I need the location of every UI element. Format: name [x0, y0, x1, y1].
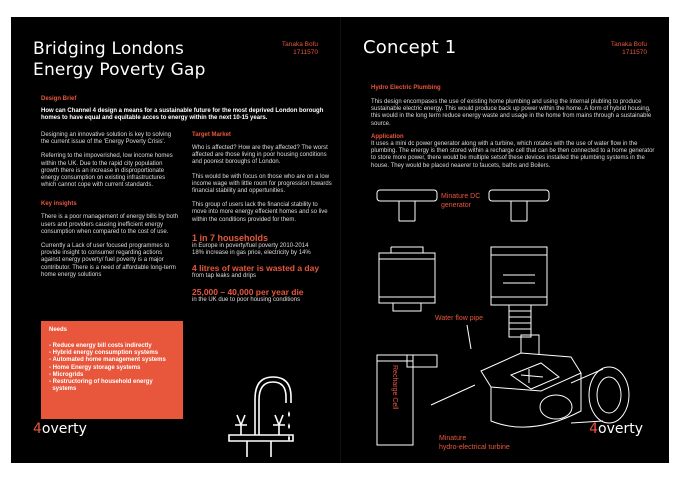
key-insights-paragraph-2: Currently a Lack of user focused programmes to provide insight to consumer regarding actions against energy poverty/ fuel poverty is a major contributor. There is a need of affordable long-term home energy solutions [41, 243, 176, 278]
faucet-illustration [211, 367, 321, 459]
needs-box [41, 321, 183, 419]
concept-heading: Hydro Electric Plumbing [371, 85, 441, 91]
intro-paragraph-2: Referring to the impoverished, low income homes within the UK. Due to the rapid city population growth there is an increase in disproportionate energy consumption on existing infrastructures which cannot cope with current standards. [41, 153, 173, 189]
left-column [41, 132, 181, 279]
hydro-plumbing-drawing [371, 185, 661, 455]
right-page [340, 17, 669, 463]
author-block [282, 41, 318, 57]
stat-deaths: 25,000 – 40,000 per year die [192, 287, 304, 298]
author-id: 1711570 [293, 49, 318, 56]
needs-item: systems [49, 386, 77, 393]
stat-households: 1 in 7 households [192, 232, 269, 243]
author-id: 1711570 [622, 49, 647, 56]
target-market-heading: Target Market [192, 132, 231, 138]
needs-list [49, 343, 175, 393]
stat-households-detail-1: in Europe in poverty/fuel poverty 2010-2014 [192, 242, 309, 249]
needs-item: - Restructoring of household energy [49, 379, 153, 386]
design-brief-heading: Design Brief [41, 96, 77, 102]
author-name: Tanaka Bofu [281, 41, 318, 48]
label-turbine-line2: hydro-electrical turbine [439, 444, 510, 451]
label-generator-line2: generator [441, 202, 471, 209]
stat-water-waste: 4 litres of water is wasted a day [192, 263, 320, 274]
application-heading: Application [371, 134, 404, 140]
application-text: It uses a mini dc power generator along with a turbine, which rotates with the use of water flow in the plumbing. The energy is then stored within a recharge cell that can be then connected to a home generator to store more power, there would be multiple setsof these devices installed the plumbing systems in the house. They would be placed neaerer to faucets, baths and Boilers. [371, 141, 655, 169]
key-insights-heading: Key insights [41, 201, 77, 208]
stat-deaths-detail: in the UK due to poor housing conditions [192, 297, 301, 304]
left-logo [33, 421, 87, 437]
target-paragraph-3: This group of users lack the financial stability to move into more energy effecient homes and so live within the conditions provided for them. [192, 202, 328, 223]
right-logo [589, 421, 643, 437]
target-paragraph-2: This would be with focus on those who are on a low income wage with little room for progression towards financial stability and oppertunities. [192, 173, 332, 195]
channel4-icon: 4 [33, 421, 42, 437]
title-line-1: Bridging Londons [33, 39, 185, 59]
label-recharge-cell: Recharge Cell [391, 365, 398, 410]
needs-item: - Hybrid energy consumption systems [49, 350, 159, 357]
right-column [192, 132, 332, 305]
stat-water-waste-detail: from tap leaks and drips [192, 273, 257, 280]
needs-item: - Microgrids [49, 371, 84, 378]
label-water-pipe: Water flow pipe [435, 315, 483, 322]
brochure-spread [11, 17, 669, 463]
logo-text: overty [598, 421, 643, 437]
title-line-2: Energy Poverty Gap [33, 60, 206, 80]
target-paragraph-1: Who is affected? How are they affected? The worst affected are those living in poor housing conditions and poorest boroughs of London. [192, 145, 328, 166]
intro-paragraph-1: Designing an innovative solution is key to solving the current issue of the 'Energy Poverty Crisis'. [41, 132, 172, 146]
label-turbine-line1: Minature [439, 435, 467, 442]
channel4-icon: 4 [589, 421, 598, 437]
logo-text: overty [41, 421, 87, 437]
needs-heading: Needs [49, 327, 68, 333]
stat-households-detail-2: 18% increase in gas price, electricity by 14% [192, 250, 311, 257]
concept-text: This design encompases the use of existing home plumbing and using the internal plubling to produce sustainable electric energy. This would produce back up power within the home. A form of hybrid housing, this would in the long term reduce energy waste and usage in the home from mains through a sustainable source. [371, 99, 652, 127]
page-title [33, 39, 206, 81]
author-name: Tanaka Bofu [610, 41, 647, 48]
needs-item: - Automated home management systems [49, 357, 166, 364]
label-generator-line1: Minature DC [441, 193, 481, 200]
left-page [11, 17, 340, 463]
key-insights-paragraph-1: There is a poor management of energy bills by both users and providers causing inefficient energy consumption when compared to the cost of use. [41, 214, 179, 235]
author-block-right [611, 41, 647, 57]
needs-item: - Home Energy storage systems [49, 364, 141, 371]
concept-title: Concept 1 [363, 37, 457, 58]
needs-item: - Reduce energy bill costs indirectly [49, 343, 152, 349]
design-brief-text: How can Channel 4 design a means for a sustainable future for the most deprived London borough homes to have equal and equitable acces to energy within the next 10-15 years. [41, 108, 324, 122]
